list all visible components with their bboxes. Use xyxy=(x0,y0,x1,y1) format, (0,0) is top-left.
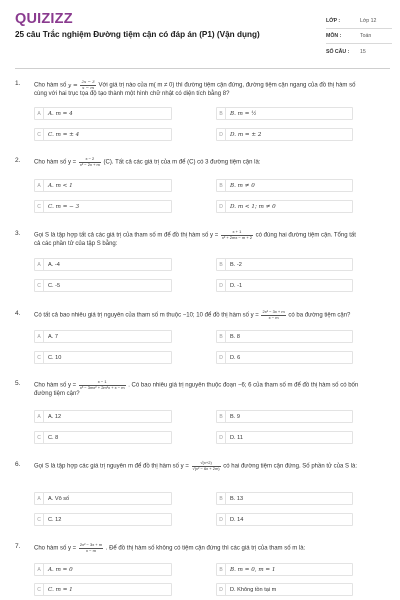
question-text-pre: Cho hàm số y = xyxy=(34,382,77,389)
question-text xyxy=(34,157,359,167)
option-text: C. 8 xyxy=(48,434,59,441)
fraction xyxy=(79,543,103,553)
meta-value: Toán xyxy=(360,33,372,39)
option-text: C. m = 1 xyxy=(48,586,73,593)
question-number: 1. xyxy=(15,80,21,87)
option-text: A. 12 xyxy=(48,413,62,420)
option-text: A. -4 xyxy=(48,261,60,268)
meta-label: LỚP : xyxy=(326,18,341,24)
option-text: B. m = 0, m = 1 xyxy=(230,566,276,573)
fraction xyxy=(261,310,285,320)
option-letter: C xyxy=(35,352,44,363)
question-number: 6. xyxy=(15,461,21,468)
fraction-denominator: x³ − 3mx² + 2m²x + x − m xyxy=(79,384,125,390)
meta-row-subject xyxy=(326,29,392,44)
question-text-pre: Cho hàm số y = xyxy=(34,545,77,552)
option-text: B. 9 xyxy=(230,413,240,420)
question-text-pre: Cho hàm số xyxy=(34,82,67,89)
fraction-denominator: x² − 2x + m xyxy=(79,161,100,167)
option-letter: A xyxy=(35,180,44,191)
option-letter: A xyxy=(35,259,44,270)
option-letter: A xyxy=(35,564,44,575)
fraction-denominator: x² + 2mx − m + 2 xyxy=(221,234,252,240)
option-text: D. 14 xyxy=(230,516,244,523)
option-text: D. m < 1; m ≠ 0 xyxy=(230,203,276,210)
option-b[interactable] xyxy=(216,179,353,192)
question-text-post: có hai đường tiệm cận đứng. Số phần tử của S là: xyxy=(223,463,358,470)
option-letter: D xyxy=(217,352,226,363)
question-text xyxy=(34,310,359,320)
meta-row-class xyxy=(326,14,392,29)
option-text: C. -5 xyxy=(48,282,61,289)
question-number: 3. xyxy=(15,230,21,237)
option-c[interactable] xyxy=(34,513,172,526)
option-d[interactable] xyxy=(216,583,353,596)
question-text-post: Với giá trị nào của m( m ≠ 0) thì đường tiệm cận đứng, đường tiệm cận ngang của đồ thị hàm số cùng với hai trục tọa độ tạo thành một hình chữ nhật có diện tích bằng 8? xyxy=(34,82,356,97)
option-text: A. Vô số xyxy=(48,495,70,502)
quizizz-logo: QUIZIZZ xyxy=(15,11,73,27)
option-c[interactable] xyxy=(34,200,172,213)
option-letter: A xyxy=(35,493,44,504)
fraction-numerator: 2x − 3 xyxy=(81,79,95,84)
option-text: A. 7 xyxy=(48,333,58,340)
option-text: A. m < 1 xyxy=(48,182,73,189)
option-b[interactable] xyxy=(216,330,353,343)
option-letter: A xyxy=(35,108,44,119)
fraction-denominator: x − m xyxy=(268,314,279,320)
option-text: D. 6 xyxy=(230,354,241,361)
option-d[interactable] xyxy=(216,128,353,141)
option-c[interactable] xyxy=(34,128,172,141)
question-text-pre: Gọi S là tập hợp tất cả các giá trị của tham số m để đồ thị hàm số y = xyxy=(34,232,219,239)
option-a[interactable] xyxy=(34,492,172,505)
option-text: C. m = ± 4 xyxy=(48,131,80,138)
option-letter: C xyxy=(35,432,44,443)
question-number: 7. xyxy=(15,543,21,550)
fraction xyxy=(80,80,95,90)
option-text: C. 12 xyxy=(48,516,62,523)
option-text: C. m = − 3 xyxy=(48,203,80,210)
option-d[interactable] xyxy=(216,513,353,526)
fraction-numerator: x − 2 xyxy=(79,157,101,163)
option-b[interactable] xyxy=(216,258,353,271)
fraction-denominator: x − m xyxy=(82,84,95,90)
option-text: D. m = ± 2 xyxy=(230,131,262,138)
option-letter: B xyxy=(217,180,226,191)
option-letter: D xyxy=(217,514,226,525)
option-letter: C xyxy=(35,584,44,595)
page-header xyxy=(0,0,400,70)
option-text: B. 8 xyxy=(230,333,240,340)
option-b[interactable] xyxy=(216,410,353,423)
option-letter: C xyxy=(35,280,44,291)
fraction-numerator: 2x² − 3x + m xyxy=(79,542,103,547)
question-text-post: . Để đồ thị hàm số không có tiệm cận đứng thì các giá trị của tham số m là: xyxy=(105,545,306,552)
option-a[interactable] xyxy=(34,258,172,271)
fraction-numerator: √(x+2) xyxy=(192,461,221,467)
option-a[interactable] xyxy=(34,179,172,192)
option-letter: B xyxy=(217,564,226,575)
fraction-numerator: x − 1 xyxy=(79,380,126,386)
option-text: D. -1 xyxy=(230,282,243,289)
meta-table xyxy=(326,14,392,59)
option-letter: C xyxy=(35,514,44,525)
option-c[interactable] xyxy=(34,583,172,596)
option-text: B. m ≠ 0 xyxy=(230,182,255,189)
option-text: A. m = 0 xyxy=(48,566,73,573)
option-letter: C xyxy=(35,201,44,212)
fraction-denominator: √(x² − 6x + 2m) xyxy=(192,465,220,471)
question-text-post: . Có bao nhiêu giá trị nguyên thuộc đoạn −6; 6 của tham số m để đồ thị hàm số có bốn đường tiệm cận? xyxy=(34,382,359,397)
option-d[interactable] xyxy=(216,200,353,213)
option-letter: A xyxy=(35,411,44,422)
question-number: 4. xyxy=(15,310,21,317)
meta-value: Lớp 12 xyxy=(360,18,377,24)
option-text: B. m = ½ xyxy=(230,110,257,117)
fraction xyxy=(79,380,126,390)
option-letter: D xyxy=(217,129,226,140)
option-d[interactable] xyxy=(216,279,353,292)
question-text-pre: Có tất cả bao nhiêu giá trị nguyên của tham số m thuộc −10; 10 để đồ thị hàm số y = xyxy=(34,312,259,319)
question-number: 2. xyxy=(15,157,21,164)
option-a[interactable] xyxy=(34,563,172,576)
fraction-numerator: 2x² − 3x + m xyxy=(262,309,285,314)
option-c[interactable] xyxy=(34,431,172,444)
option-letter: D xyxy=(217,201,226,212)
option-b[interactable] xyxy=(216,563,353,576)
option-a[interactable] xyxy=(34,107,172,120)
meta-label: SỐ CÂU : xyxy=(326,48,350,55)
fraction-denominator: x − m xyxy=(86,547,96,553)
option-text: A. m = 4 xyxy=(48,110,73,117)
question-text-pre: Cho hàm số y = xyxy=(34,159,77,166)
header-divider xyxy=(15,68,390,69)
question-text xyxy=(34,380,359,398)
meta-row-count xyxy=(326,44,392,59)
option-letter: D xyxy=(217,280,226,291)
option-letter: C xyxy=(35,129,44,140)
meta-value: 15 xyxy=(360,48,366,55)
option-letter: D xyxy=(217,584,226,595)
option-letter: B xyxy=(217,259,226,270)
question-number: 5. xyxy=(15,380,21,387)
question-text xyxy=(34,80,359,98)
question-text xyxy=(34,543,359,553)
option-letter: B xyxy=(217,493,226,504)
option-text: D. 11 xyxy=(230,434,243,441)
option-letter: B xyxy=(217,331,226,342)
option-d[interactable] xyxy=(216,431,353,444)
option-letter: B xyxy=(217,108,226,119)
fraction xyxy=(192,461,221,471)
meta-label: MÔN : xyxy=(326,33,342,39)
option-letter: B xyxy=(217,411,226,422)
option-text: D. Không tồn tại m xyxy=(230,586,277,593)
option-d[interactable] xyxy=(216,351,353,364)
option-c[interactable] xyxy=(34,279,172,292)
question-text xyxy=(34,230,359,248)
question-text-post: có ba đường tiệm cận? xyxy=(288,312,351,319)
option-text: C. 10 xyxy=(48,354,62,361)
option-b[interactable] xyxy=(216,492,353,505)
math-expression: y = $\frac{2x - 3}{x - m}$ xyxy=(68,79,95,90)
question-text-post: có đúng hai đường tiệm cận. Tổng tất cả các phần tử của tập S bằng: xyxy=(34,232,356,247)
question-text-pre: Gọi S là tập hợp các giá trị nguyên m để đồ thị hàm số y = xyxy=(34,463,189,470)
page-title: 25 câu Trắc nghiệm Đường tiệm cận có đáp án (P1) (Vận dụng) xyxy=(15,30,260,39)
option-b[interactable] xyxy=(216,107,353,120)
option-a[interactable] xyxy=(34,410,172,423)
question-text xyxy=(34,461,359,471)
option-letter: A xyxy=(35,331,44,342)
question-text-post: (C). Tất cả các giá trị của m để (C) có 3 đường tiệm cận là: xyxy=(103,159,261,166)
fraction-numerator: x + 1 xyxy=(221,230,253,236)
fraction xyxy=(79,157,101,167)
option-text: B. 13 xyxy=(230,495,244,502)
fraction xyxy=(221,230,253,240)
option-a[interactable] xyxy=(34,330,172,343)
option-c[interactable] xyxy=(34,351,172,364)
option-text: B. -2 xyxy=(230,261,242,268)
option-letter: D xyxy=(217,432,226,443)
